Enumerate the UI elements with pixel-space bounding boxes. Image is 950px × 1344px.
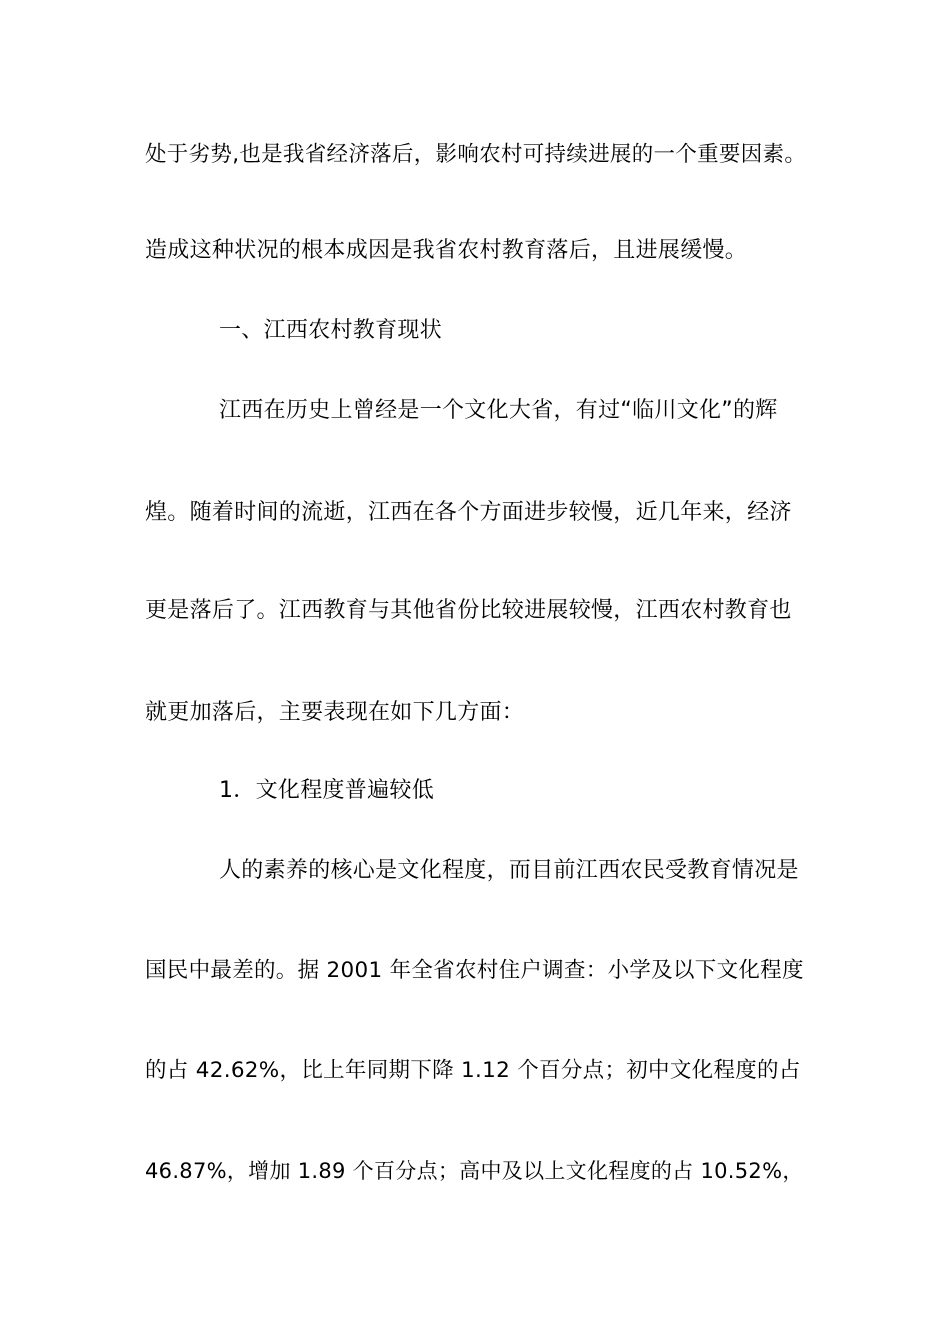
body-text-line: 46.87%，增加 1.89 个百分点；高中及以上文化程度的占 10.52%， (145, 1159, 804, 1183)
paragraph-first-line: 江西在历史上曾经是一个文化大省，有过“临川文化”的辉 (219, 398, 778, 423)
subsection-heading: 1．文化程度普遍较低 (219, 778, 434, 803)
body-text-line: 造成这种状况的根本成因是我省农村教育落后，且进展缓慢。 (145, 238, 748, 263)
body-text-line: 处于劣势,也是我省经济落后，影响农村可持续进展的一个重要因素。 (145, 142, 807, 167)
body-text-line: 的占 42.62%，比上年同期下降 1.12 个百分点；初中文化程度的占 (145, 1058, 801, 1083)
paragraph-first-line: 人的素养的核心是文化程度，而目前江西农民受教育情况是 (219, 858, 799, 883)
body-text-line: 煌。随着时间的流逝，江西在各个方面进步较慢，近几年来，经济 (145, 500, 792, 525)
section-heading: 一、江西农村教育现状 (219, 318, 443, 343)
body-text-line: 更是落后了。江西教育与其他省份比较进展较慢，江西农村教育也 (145, 598, 792, 623)
body-text-line: 就更加落后，主要表现在如下几方面： (145, 700, 525, 725)
body-text-line: 国民中最差的。据 2001 年全省农村住户调查：小学及以下文化程度 (145, 958, 804, 983)
